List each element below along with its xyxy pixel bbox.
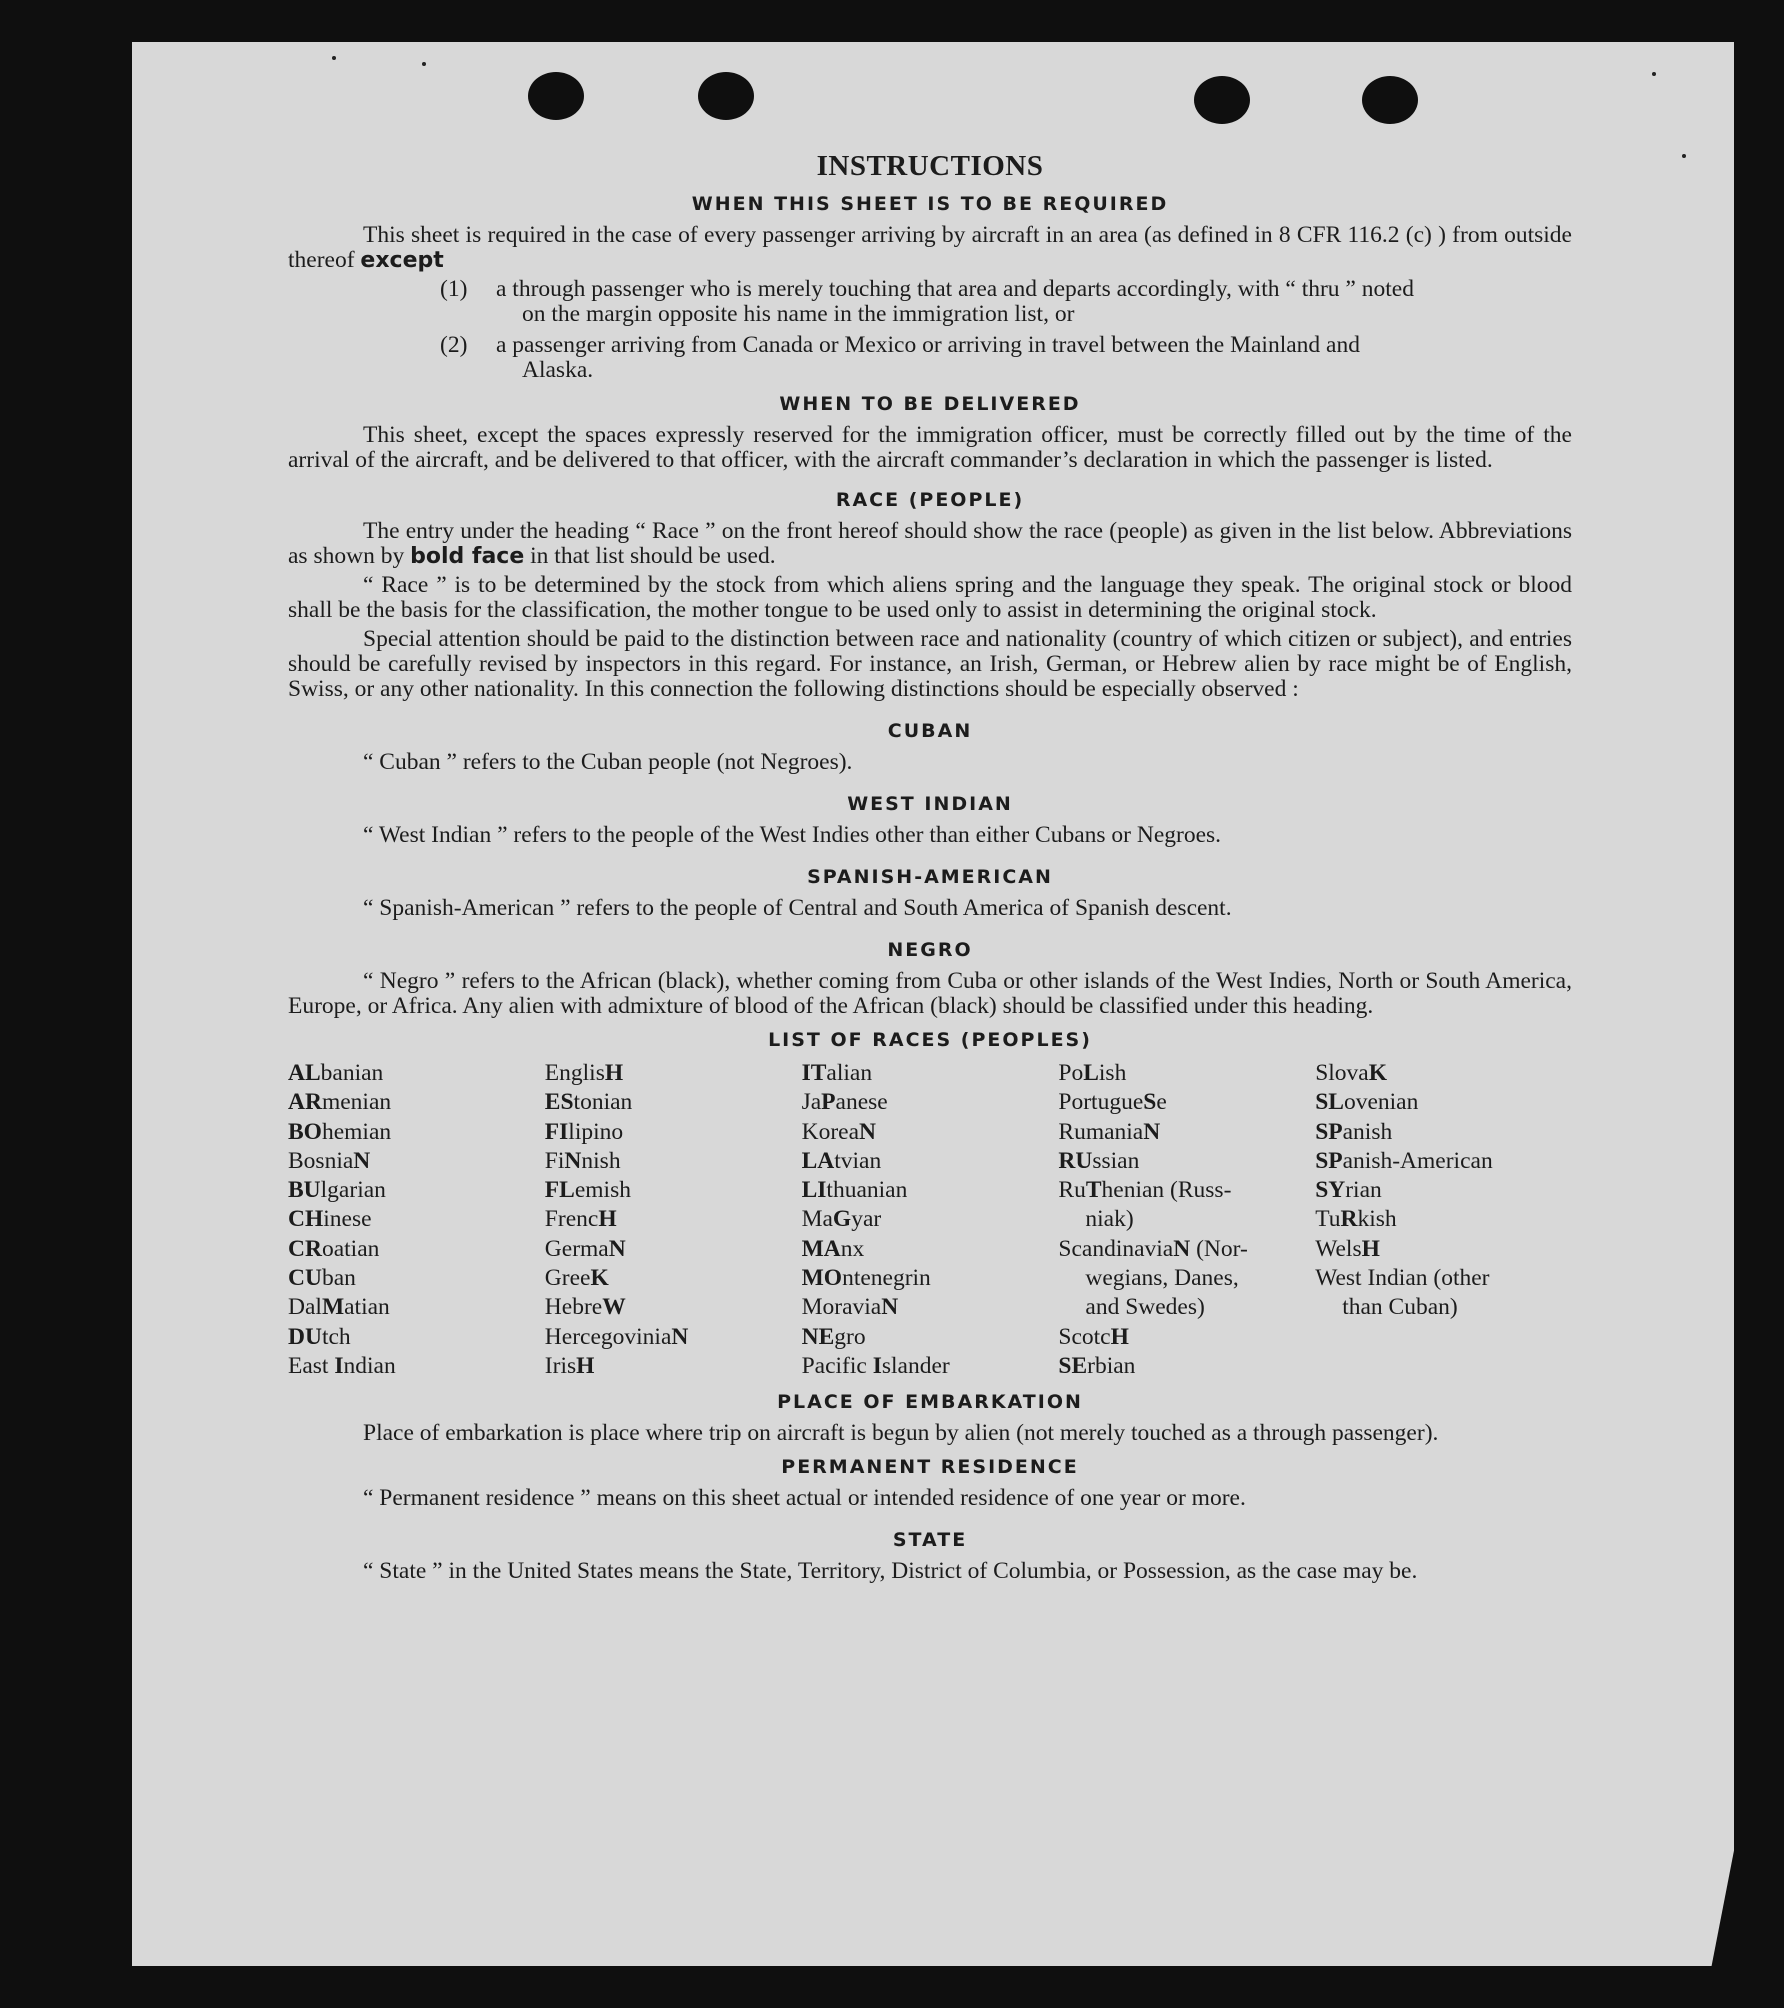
section-heading-negro: NEGRO (887, 939, 973, 961)
race-entry: RUssian (1058, 1147, 1140, 1174)
section-heading-cuban: CUBAN (887, 720, 973, 742)
punch-hole (1194, 76, 1250, 124)
section-heading-list-of-races: LIST OF RACES (PEOPLES) (768, 1029, 1092, 1051)
race-column (1058, 1059, 1315, 1381)
race-entry: SLovenian (1315, 1089, 1419, 1116)
race-entry: ScotcH (1058, 1323, 1129, 1350)
race-entry: EnglisH (544, 1060, 624, 1086)
race-entry: CUban (288, 1265, 356, 1292)
state-text: “ State ” in the United States means the State, Territory, District of Columbia, or Possession, as the case may be. (363, 1558, 1418, 1585)
race-entry: MoraviaN (801, 1294, 899, 1321)
exception-list (288, 277, 1572, 383)
exception-item: (2) a passenger arriving from Canada or Mexico or arriving in travel between the Mainland and Alaska. (440, 332, 1360, 383)
race-entry: LIthuanian (801, 1177, 908, 1204)
race-entry: ARmenian (288, 1089, 392, 1116)
race-entry: DalMatian (288, 1294, 390, 1321)
punch-hole (698, 72, 754, 120)
page-title: INSTRUCTIONS (816, 150, 1044, 182)
race-list (288, 1059, 1572, 1381)
race-entry: Pacific Islander (801, 1352, 950, 1379)
race-entry: KoreaN (801, 1118, 876, 1145)
race-paragraph-1: The entry under the heading “ Race ” on the front hereof should show the race (people) as given in the list below. Abbreviations as shown by bold face in that list should be used. (288, 518, 1572, 569)
race-entry: WelsH (1315, 1235, 1380, 1262)
race-entry: LAtvian (801, 1147, 882, 1174)
cuban-text: “ Cuban ” refers to the Cuban people (not Negroes). (363, 749, 853, 775)
punch-hole (528, 72, 584, 120)
race-entry: HebreW (544, 1294, 626, 1321)
residence-text: “ Permanent residence ” means on this sheet actual or intended residence of one year or more. (363, 1485, 1246, 1512)
section-heading-residence: PERMANENT RESIDENCE (781, 1456, 1079, 1479)
race-entry: TuRkish (1315, 1206, 1397, 1233)
race-entry: East Indian (288, 1352, 396, 1379)
race-column (545, 1059, 802, 1381)
race-entry: FrencH (544, 1206, 617, 1233)
race-entry: BOhemian (288, 1118, 392, 1145)
race-column (802, 1059, 1059, 1381)
race-entry: FIlipino (544, 1118, 624, 1145)
required-intro: This sheet is required in the case of every passenger arriving by aircraft in an area (as defined in 8 CFR 116.2 (c) ) from outside thereof except (288, 222, 1572, 273)
race-entry: SPanish (1315, 1118, 1393, 1145)
race-entry: West Indian (other than Cuban) (1315, 1265, 1490, 1321)
race-entry: CRoatian (288, 1235, 380, 1262)
speck (422, 62, 426, 66)
race-entry: HercegoviniaN (544, 1323, 689, 1350)
speck (332, 56, 336, 60)
race-entry: ScandinaviaN (Nor- wegians, Danes, and Swedes) (1058, 1235, 1248, 1321)
race-entry: JaPanese (801, 1089, 888, 1116)
race-paragraph-3: Special attention should be paid to the distinction between race and nationality (country of which citizen or subject), and entries should be carefully revised by inspectors in this regard. For instance, an Irish, German, or Hebrew alien by race might be of English, Swiss, or any other nationality. In this connection the following distinctions should be especially observed : (288, 626, 1572, 702)
section-heading-state: STATE (892, 1529, 968, 1552)
instructions-content (288, 150, 1572, 1584)
spanish-american-text: “ Spanish-American ” refers to the people of Central and South America of Spanish descent. (363, 895, 1232, 921)
race-column (288, 1059, 545, 1381)
speck (1652, 72, 1656, 76)
race-entry: PortugueSe (1058, 1089, 1167, 1116)
race-entry: FLemish (544, 1177, 631, 1204)
delivered-text: This sheet, except the spaces expressly reserved for the immigration officer, must be correctly filled out by the time of the arrival of the aircraft, and be delivered to that officer, with the aircraft commander’s declaration in which the passenger is listed. (288, 422, 1572, 473)
west-indian-text: “ West Indian ” refers to the people of the West Indies other than either Cubans or Negroes. (363, 822, 1222, 848)
race-entry: RuThenian (Russ- niak) (1058, 1177, 1232, 1233)
race-entry: ITalian (801, 1060, 873, 1086)
race-entry: MaGyar (801, 1206, 882, 1233)
race-entry: FiNnish (544, 1147, 621, 1174)
race-entry: BosniaN (288, 1147, 371, 1174)
punch-hole (1362, 76, 1418, 124)
race-entry: BUlgarian (288, 1177, 386, 1204)
race-entry: RumaniaN (1058, 1118, 1161, 1145)
section-heading-race: RACE (PEOPLE) (835, 489, 1025, 511)
race-entry: ALbanian (288, 1060, 384, 1086)
race-entry: GreeK (544, 1265, 609, 1292)
race-entry: GermaN (544, 1235, 626, 1262)
race-entry: CHinese (288, 1206, 372, 1233)
speck (1682, 154, 1686, 158)
race-entry: NEgro (801, 1323, 866, 1350)
race-entry: MOntenegrin (801, 1265, 931, 1292)
section-heading-required: WHEN THIS SHEET IS TO BE REQUIRED (691, 193, 1169, 215)
race-paragraph-2: “ Race ” is to be determined by the stock from which aliens spring and the language they speak. The original stock or blood shall be the basis for the classification, the mother tongue to be used only to assist in determining the original stock. (288, 572, 1572, 623)
section-heading-delivered: WHEN TO BE DELIVERED (779, 393, 1081, 415)
race-entry: SYrian (1315, 1177, 1382, 1204)
race-entry: SErbian (1058, 1352, 1136, 1379)
section-heading-embarkation: PLACE OF EMBARKATION (777, 1391, 1083, 1414)
embarkation-text: Place of embarkation is place where trip on aircraft is begun by alien (not merely touched as a through passenger). (363, 1420, 1439, 1447)
race-entry: SPanish-American (1315, 1147, 1493, 1174)
race-column (1315, 1059, 1572, 1381)
negro-text: “ Negro ” refers to the African (black), whether coming from Cuba or other islands of the West Indies, North or South America, Europe, or Africa. Any alien with admixture of blood of the African (black) should be classified under this heading. (288, 968, 1572, 1019)
exception-item: (1) a through passenger who is merely touching that area and departs accordingly, with “ thru ” noted on the margin opposite his name in the immigration list, or (440, 276, 1414, 327)
race-entry: DUtch (288, 1323, 351, 1350)
race-entry: PoLish (1058, 1060, 1127, 1086)
race-entry: EStonian (544, 1089, 633, 1116)
race-entry: MAnx (801, 1235, 865, 1262)
section-heading-west-indian: WEST INDIAN (847, 793, 1013, 815)
race-entry: IrisH (544, 1352, 595, 1379)
race-entry: SlovaK (1315, 1060, 1387, 1086)
section-heading-spanish-american: SPANISH-AMERICAN (807, 866, 1053, 888)
